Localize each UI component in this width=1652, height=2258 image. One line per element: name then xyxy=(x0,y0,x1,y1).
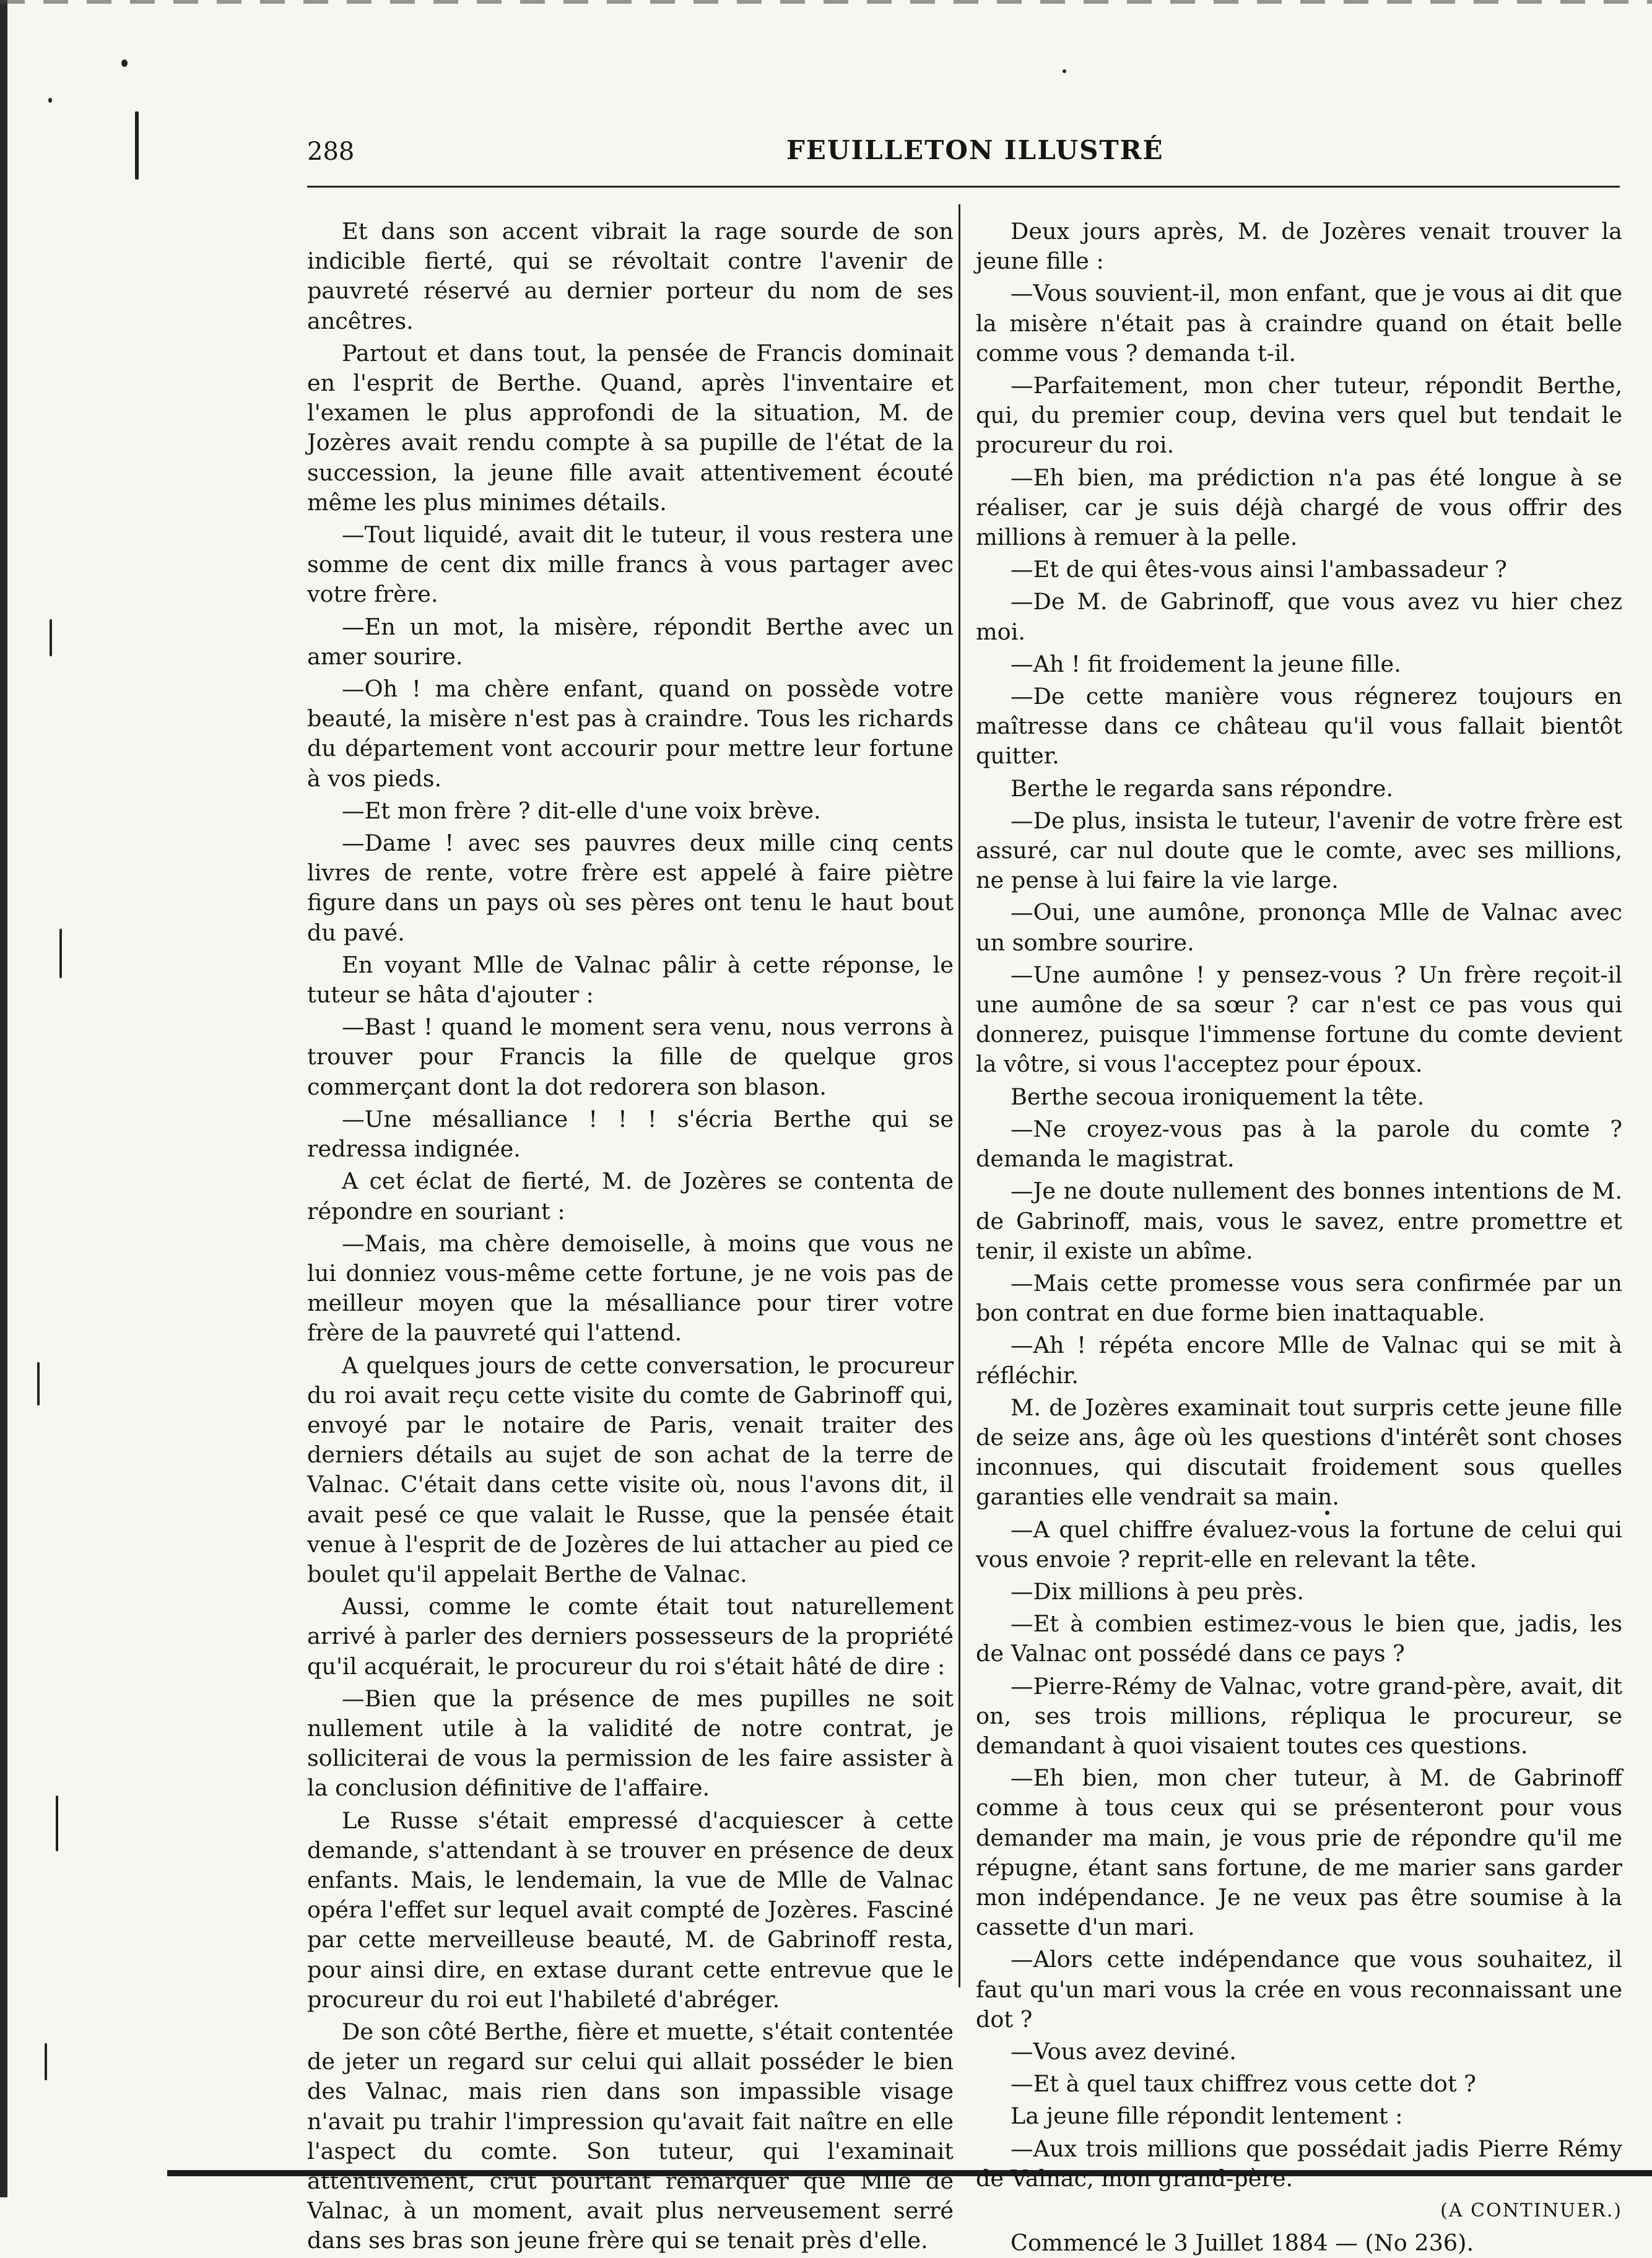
paragraph: —Alors cette indépendance que vous souhaitez, il faut qu'un mari vous la crée en vous reconnaissant une dot ? xyxy=(976,1946,1622,2033)
paragraph: —Et à quel taux chiffrez vous cette dot ? xyxy=(1011,2070,1476,2098)
paragraph: Deux jours après, M. de Jozères venait trouver la jeune fille : xyxy=(976,218,1622,275)
paragraph: —Je ne doute nullement des bonnes intentions de M. de Gabrinoff, mais, vous le savez, entre promettre et tenir, il existe un abîme. xyxy=(976,1178,1622,1264)
paragraph: —Ne croyez-vous pas à la parole du comte ? demanda le magistrat. xyxy=(976,1115,1622,1173)
paragraph: —Une aumône ! y pensez-vous ? Un frère reçoit-il une aumône de sa sœur ? car n'est ce pas vous qui donnerez, puisque l'immense fortune du comte devient la vôtre, si vous l'acceptez pour époux. xyxy=(976,961,1622,1078)
paragraph: —Eh bien, ma prédiction n'a pas été longue à se réaliser, car je suis déjà chargé de vous offrir des millions à remuer à la pelle. xyxy=(976,464,1622,551)
header-rule xyxy=(307,186,1620,188)
paragraph: Partout et dans tout, la pensée de Francis dominait en l'esprit de Berthe. Quand, après l'inventaire et l'examen le plus approfondi de la situation, M. de Jozères avait rendu compte à sa pupille de l'état de la succession, la jeune fille avait attentivement écouté même les plus minimes détails. xyxy=(307,339,954,516)
paragraph: —Pierre-Rémy de Valnac, votre grand-père, avait, dit on, ses trois millions, répliqua le procureur, se demandant à quoi visaient toutes ces questions. xyxy=(976,1672,1622,1759)
paragraph: —Et à combien estimez-vous le bien que, jadis, les de Valnac ont possédé dans ce pays ? xyxy=(976,1610,1622,1667)
paragraph: —Oui, une aumône, prononça Mlle de Valnac avec un sombre sourire. xyxy=(976,899,1622,956)
paragraph: —Et mon frère ? dit-elle d'une voix brève. xyxy=(342,797,821,824)
paragraph: —Eh bien, mon cher tuteur, à M. de Gabrinoff comme à tous ceux qui se présenteront pour vous demander ma main, je vous prie de répondre qu'il me répugne, étant sans fortune, de me marier sans garder mon indépendance. Je ne veux pas être soumise à la cassette d'un mari. xyxy=(976,1765,1622,1941)
paragraph: A quelques jours de cette conversation, le procureur du roi avait reçu cette visite du comte de Gabrinoff qui, envoyé par le notaire de Paris, venait traiter des derniers détails au sujet de son achat de la terre de Valnac. C'était dans cette visite où, nous l'avons dit, il avait pesé ce que valait le Russe, que la pensée était venue à l'esprit de de Jozères de lui attacher au pied ce boulet qu'il appelait Berthe de Valnac. xyxy=(307,1352,954,1587)
paragraph: M. de Jozères examinait tout surpris cette jeune fille de seize ans, âge où les questions d'intérêt sont choses inconnues, qui discutait froidement sous quelles garanties elle vendrait sa main. xyxy=(976,1394,1622,1511)
serial-start-note: Commencé le 3 Juillet 1884 — (No 236). xyxy=(1011,2230,1474,2257)
paragraph: —Vous avez deviné. xyxy=(1011,2038,1237,2065)
paragraph: —Vous souvient-il, mon enfant, que je vous ai dit que la misère n'était pas à craindre quand on était belle comme vous ? demanda t-il. xyxy=(976,280,1622,367)
paragraph: —Bast ! quand le moment sera venu, nous verrons à trouver pour Francis la fille de quelque gros commerçant dont la dot redorera son blason. xyxy=(307,1014,954,1100)
paragraph: —Tout liquidé, avait dit le tuteur, il vous restera une somme de cent dix mille francs à vous partager avec votre frère. xyxy=(307,521,954,608)
running-head: FEUILLETON ILLUSTRÉ xyxy=(786,135,1164,165)
paragraph: Et dans son accent vibrait la rage sourde de son indicible fierté, qui se révoltait contre l'avenir de pauvreté réservé au dernier porteur du nom de ses ancêtres. xyxy=(307,218,954,334)
paragraph: De son côté Berthe, fière et muette, s'était contentée de jeter un regard sur celui qui allait posséder le bien des Valnac, mais rien dans son impassible visage n'avait pu trahir l'impression qu'avait fait naître en elle l'aspect du comte. Son tuteur, qui l'examinait attentivement, crut pourtant remarquer que Mlle de Valnac, à un moment, avait plus nerveusement serré dans ses bras son jeune frère qui se tenait près d'elle. xyxy=(307,2018,954,2254)
paragraph: La jeune fille répondit lentement : xyxy=(1011,2103,1403,2130)
paragraph: —Bien que la présence de mes pupilles ne soit nullement utile à la validité de notre contrat, je solliciterai de vous la permission de les faire assister à la conclusion définitive de l'affaire. xyxy=(307,1685,954,1802)
left-column xyxy=(307,217,954,2256)
paragraph: A cet éclat de fierté, M. de Jozères se contenta de répondre en souriant : xyxy=(307,1168,954,1225)
paragraph: —Mais cette promesse vous sera confirmée par un bon contrat en due forme bien inattaquable. xyxy=(976,1269,1622,1327)
paragraph: —Ah ! fit froidement la jeune fille. xyxy=(1011,650,1401,677)
paragraph: —Dix millions à peu près. xyxy=(1011,1578,1304,1605)
to-be-continued-note: (A CONTINUER.) xyxy=(1440,2200,1622,2221)
scan-edge-top xyxy=(0,0,1652,4)
paragraph: —Une mésalliance ! ! ! s'écria Berthe qui se redressa indignée. xyxy=(307,1105,954,1163)
column-divider xyxy=(959,204,960,1987)
paragraph: En voyant Mlle de Valnac pâlir à cette réponse, le tuteur se hâta d'ajouter : xyxy=(307,951,954,1009)
paragraph: Le Russe s'était empressé d'acquiescer à cette demande, s'attendant à se trouver en présence de deux enfants. Mais, le lendemain, la vue de Mlle de Valnac opéra l'effet sur lequel avait compté de Jozères. Fasciné par cette merveilleuse beauté, M. de Gabrinoff resta, pour ainsi dire, en extase durant cette entrevue que le procureur du roi eut l'habileté d'abréger. xyxy=(307,1807,954,2013)
paragraph: —Aux trois millions que possédait jadis Pierre Rémy de Valnac, mon grand-père. xyxy=(976,2135,1622,2192)
paragraph: Aussi, comme le comte était tout naturellement arrivé à parler des derniers possesseurs de la propriété qu'il acquérait, le procureur du roi s'était hâté de dire : xyxy=(307,1593,954,1680)
paragraph: —De cette manière vous régnerez toujours en maîtresse dans ce château qu'il vous fallait bientôt quitter. xyxy=(976,683,1622,770)
paragraph: —A quel chiffre évaluez-vous la fortune de celui qui vous envoie ? reprit-elle en relevant la tête. xyxy=(976,1516,1622,1573)
scan-edge-left xyxy=(0,0,7,2197)
paragraph: —De plus, insista le tuteur, l'avenir de votre frère est assuré, car nul doute que le comte, avec ses millions, ne pense à lui faire la vie large. xyxy=(976,807,1622,894)
paragraph: —En un mot, la misère, répondit Berthe avec un amer sourire. xyxy=(307,613,954,670)
paragraph: —Et de qui êtes-vous ainsi l'ambassadeur ? xyxy=(1011,556,1507,583)
paragraph: —Ah ! répéta encore Mlle de Valnac qui se mit à réfléchir. xyxy=(976,1332,1622,1389)
paragraph: —Mais, ma chère demoiselle, à moins que vous ne lui donniez vous-même cette fortune, je ne vois pas de meilleur moyen que la mésalliance pour tirer votre frère de la pauvreté qui l'attend. xyxy=(307,1230,954,1347)
paragraph: —Dame ! avec ses pauvres deux mille cinq cents livres de rente, votre frère est appelé à faire piètre figure dans un pays où ses pères ont tenu le haut bout du pavé. xyxy=(307,830,954,946)
page-number: 288 xyxy=(307,137,355,166)
paragraph: —De M. de Gabrinoff, que vous avez vu hier chez moi. xyxy=(976,588,1622,645)
paragraph: Berthe le regarda sans répondre. xyxy=(1011,775,1394,802)
paragraph: —Parfaitement, mon cher tuteur, répondit Berthe, qui, du premier coup, devina vers quel but tendait le procureur du roi. xyxy=(976,372,1622,459)
paragraph: Berthe secoua ironiquement la tête. xyxy=(1011,1083,1425,1110)
paragraph: —Oh ! ma chère enfant, quand on possède votre beauté, la misère n'est pas à craindre. Tous les richards du département vont accourir pour mettre leur fortune à vos pieds. xyxy=(307,675,954,792)
right-column xyxy=(976,217,1622,2258)
